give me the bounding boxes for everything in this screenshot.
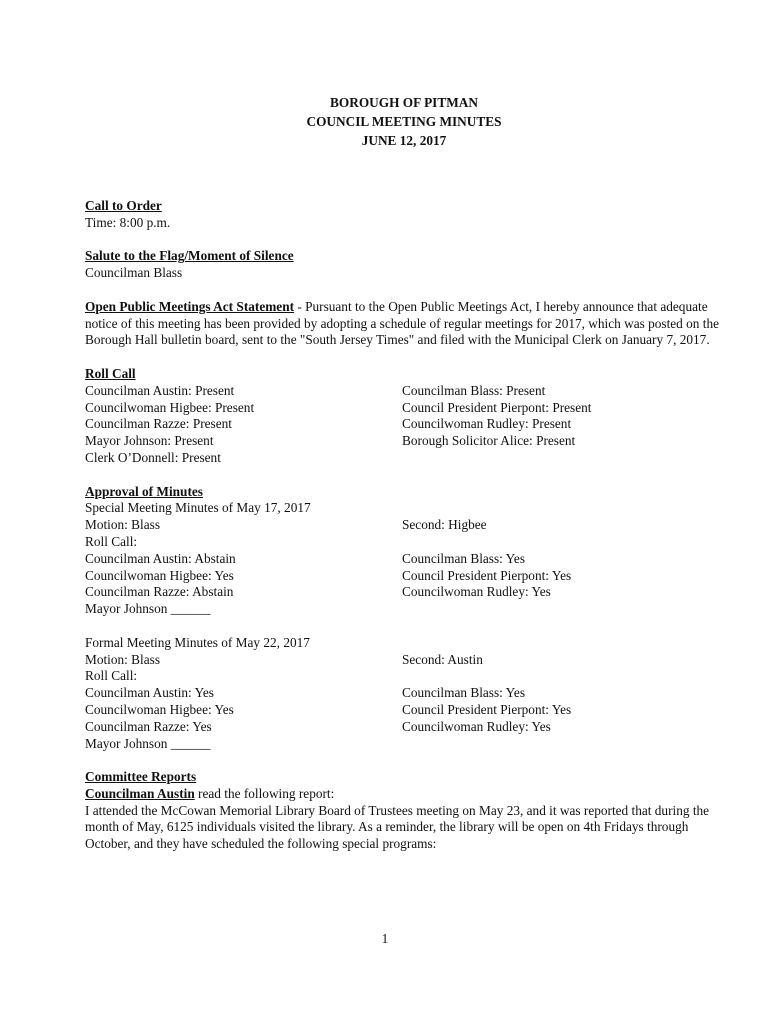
vote-entry: Councilman Blass: Yes <box>402 550 526 566</box>
roll-call-row <box>85 400 725 417</box>
section-roll-call <box>85 366 725 467</box>
section-call-to-order <box>85 198 725 232</box>
vote-row <box>85 551 725 568</box>
call-to-order-heading: Call to Order <box>85 198 162 213</box>
page-number: 1 <box>381 931 389 946</box>
special-minutes-title: Special Meeting Minutes of May 17, 2017 <box>85 500 311 516</box>
vote-row <box>85 601 725 618</box>
document-body <box>85 198 725 870</box>
roll-call-entry: Borough Solicitor Alice: Present <box>402 433 576 449</box>
vote-entry <box>402 736 725 753</box>
section-committee-reports <box>85 769 725 853</box>
committee-intro <box>85 786 725 803</box>
opma-paragraph <box>85 299 725 349</box>
roll-call-entry: Councilwoman Rudley: Present <box>402 416 572 432</box>
committee-report-text: I attended the McCowan Memorial Library Board of Trustees meeting on May 23, and it was reported that during the month of May, 6125 individuals visited the library. As a reminder, the library will be open on 4th Fridays through October, and they have scheduled the following special programs: <box>85 802 710 852</box>
vote-entry: Councilwoman Higbee: Yes <box>85 701 234 717</box>
roll-call-entry: Councilwoman Higbee: Present <box>85 399 255 415</box>
title-minutes: COUNCIL MEETING MINUTES <box>306 114 502 129</box>
roll-call-row <box>85 416 725 433</box>
approval-heading: Approval of Minutes <box>85 483 203 499</box>
salute-heading: Salute to the Flag/Moment of Silence <box>85 248 294 264</box>
motion-row <box>85 517 725 534</box>
formal-motion: Motion: Blass <box>85 651 160 667</box>
vote-entry: Councilman Blass: Yes <box>402 685 526 701</box>
committee-heading: Committee Reports <box>85 769 197 785</box>
vote-entry: Councilman Razze: Yes <box>85 718 212 734</box>
motion-row <box>85 652 725 669</box>
vote-row <box>85 685 725 702</box>
roll-call-entry: Councilman Blass: Present <box>402 382 546 398</box>
committee-intro-text: read the following report: <box>194 785 335 801</box>
roll-call-heading: Roll Call <box>85 365 136 381</box>
vote-row <box>85 719 725 736</box>
salute-by: Councilman Blass <box>85 265 183 281</box>
roll-call-entry <box>402 450 725 467</box>
committee-reporter: Councilman Austin <box>85 785 195 801</box>
document-title <box>0 93 770 150</box>
section-salute <box>85 248 725 282</box>
vote-entry: Council President Pierpont: Yes <box>402 567 572 583</box>
roll-call-row <box>85 450 725 467</box>
opma-heading: Open Public Meetings Act Statement <box>85 298 295 314</box>
vote-row <box>85 702 725 719</box>
roll-call-entry: Council President Pierpont: Present <box>402 399 592 415</box>
vote-entry: Councilman Austin: Abstain <box>85 550 236 566</box>
special-motion: Motion: Blass <box>85 517 160 533</box>
vote-entry: Councilwoman Rudley: Yes <box>402 584 551 600</box>
roll-call-entry: Councilman Razze: Present <box>85 416 232 432</box>
title-borough: BOROUGH OF PITMAN <box>330 95 478 110</box>
formal-roll-call-label: Roll Call: <box>85 668 138 684</box>
roll-call-row <box>85 383 725 400</box>
roll-call-entry: Mayor Johnson: Present <box>85 433 214 449</box>
vote-entry: Council President Pierpont: Yes <box>402 701 572 717</box>
vote-entry: Councilman Razze: Abstain <box>85 584 234 600</box>
section-approval-special <box>85 484 725 618</box>
special-roll-call-label: Roll Call: <box>85 533 138 549</box>
vote-entry <box>402 601 725 618</box>
roll-call-row <box>85 433 725 450</box>
vote-entry: Mayor Johnson ______ <box>85 735 211 751</box>
opma-text: - Pursuant to the Open Public Meetings Act, I hereby announce that adequate notice of this meeting has been provided by adopting a schedule of regular meetings for 2017, which was posted on the Borough Hall bulletin board, sent to the "South Jersey Times" and filed with the Municipal Clerk on January 7, 2017. <box>85 298 720 348</box>
vote-row <box>85 584 725 601</box>
vote-row <box>85 568 725 585</box>
vote-entry: Mayor Johnson ______ <box>85 601 211 617</box>
title-date: JUNE 12, 2017 <box>361 133 447 148</box>
roll-call-entry: Clerk O’Donnell: Present <box>85 449 221 465</box>
formal-minutes-title: Formal Meeting Minutes of May 22, 2017 <box>85 634 310 650</box>
formal-second: Second: Austin <box>402 651 483 667</box>
roll-call-entry: Councilman Austin: Present <box>85 382 235 398</box>
section-approval-formal <box>85 635 725 753</box>
vote-row <box>85 736 725 753</box>
call-to-order-time: Time: 8:00 p.m. <box>85 214 171 230</box>
vote-entry: Councilwoman Rudley: Yes <box>402 718 551 734</box>
special-second: Second: Higbee <box>402 517 487 533</box>
section-opma <box>85 299 725 349</box>
vote-entry: Councilman Austin: Yes <box>85 685 214 701</box>
vote-entry: Councilwoman Higbee: Yes <box>85 567 234 583</box>
